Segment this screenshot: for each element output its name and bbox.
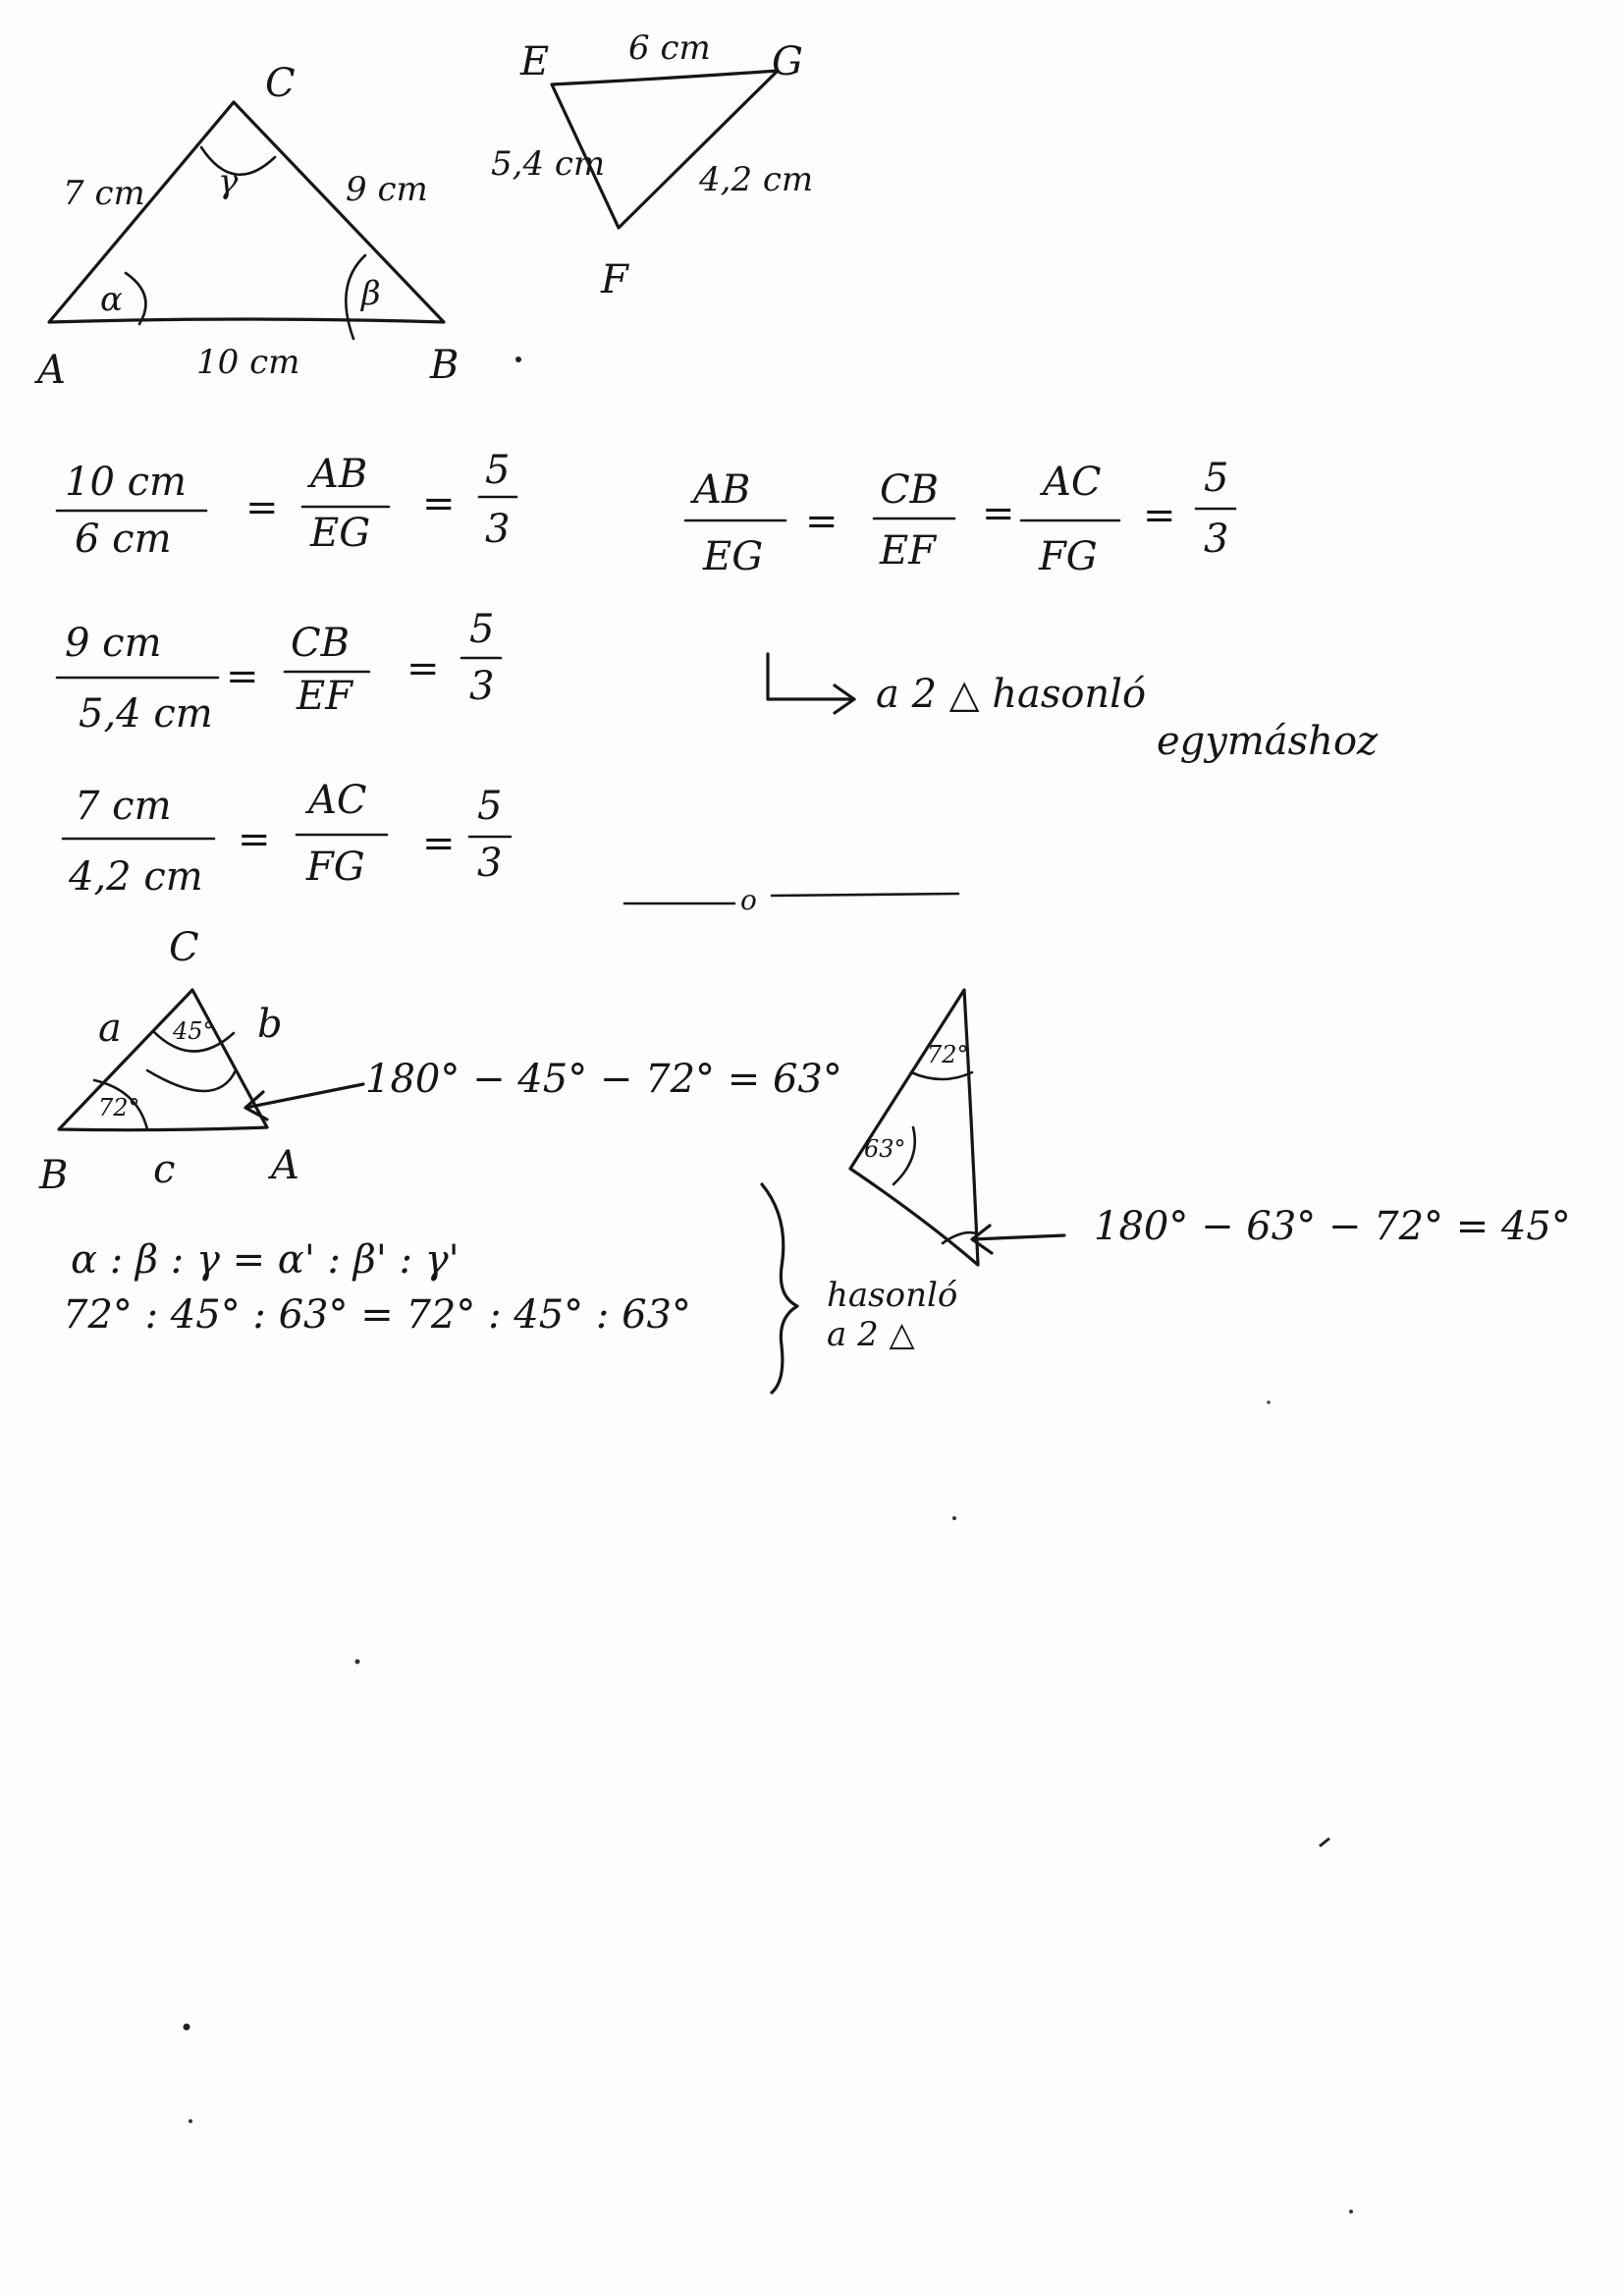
- angle-b-value: 72°: [98, 1094, 140, 1121]
- ratio-3-res-num: 5: [477, 784, 503, 829]
- side-ef-label: 5,4 cm: [491, 144, 606, 184]
- speck-2: [952, 1516, 956, 1520]
- triangle-angles-outline: [59, 990, 267, 1130]
- divider-right: [772, 894, 958, 896]
- vertex-a2-label: A: [271, 1143, 299, 1188]
- speck-7: [1349, 2210, 1353, 2214]
- triangle-right-figure: [850, 990, 1571, 1265]
- ratio-row-3: [63, 778, 511, 900]
- ratio-3-den: 4,2 cm: [69, 854, 203, 900]
- angle-c-arc: [147, 1070, 236, 1091]
- angle-gamma-arc: [201, 147, 275, 175]
- ratio-1-num: 10 cm: [65, 460, 187, 505]
- ratio-1-res-num: 5: [485, 448, 511, 493]
- calc-pointer-arrow: [245, 1084, 363, 1120]
- vertex-b-label: B: [430, 343, 460, 388]
- vertex-a-label: A: [37, 348, 66, 393]
- ratio-3-seg-num: AC: [308, 778, 367, 823]
- triangle-abc-figure: [33, 61, 459, 393]
- triangle-angles-figure: [38, 925, 842, 1198]
- angle-top-arc: [911, 1072, 972, 1079]
- ratio-row-1: [57, 448, 516, 562]
- ratio-3-eq2: =: [422, 821, 456, 866]
- similarity-conclusion: [768, 654, 1379, 764]
- scan-specks: [184, 356, 1354, 2214]
- chain-f1-den: EG: [703, 534, 764, 579]
- ratio-chain: [685, 456, 1235, 579]
- vertex-b2-label: B: [39, 1153, 69, 1198]
- ratio-1-res-den: 3: [485, 507, 511, 552]
- speck-6: [189, 2119, 192, 2123]
- ratio-2-eq2: =: [406, 646, 440, 691]
- angle-ratio-note2: a 2 △: [827, 1315, 915, 1354]
- ratio-1-seg-num: AB: [310, 452, 368, 497]
- angle-ratio-line2: 72° : 45° : 63° = 72° : 45° : 63°: [63, 1292, 691, 1338]
- chain-eq2: =: [982, 491, 1015, 536]
- chain-f3-num: AC: [1043, 460, 1102, 505]
- side-ac-label: 7 cm: [63, 174, 145, 213]
- angle-left-value: 63°: [864, 1135, 906, 1163]
- chain-res-den: 3: [1204, 517, 1229, 562]
- ratio-2-den: 5,4 cm: [79, 691, 213, 737]
- chain-res-num: 5: [1204, 456, 1229, 501]
- chain-f1-num: AB: [693, 467, 751, 513]
- vertex-e-label: E: [520, 39, 550, 84]
- angle-top-value: 72°: [927, 1041, 969, 1068]
- ratio-3-res-den: 3: [477, 841, 503, 886]
- ratio-2-eq1: =: [226, 654, 259, 699]
- divider-mark: o: [740, 884, 757, 916]
- ratio-2-res-num: 5: [469, 607, 495, 652]
- speck-3: [355, 1660, 360, 1665]
- ratio-3-eq1: =: [238, 817, 271, 862]
- side-ab-label: 10 cm: [196, 343, 300, 382]
- ratio-2-seg-num: CB: [291, 621, 350, 666]
- vertex-g-label: G: [772, 39, 803, 84]
- angle-ratio-line1: α : β : γ = α' : β' : γ': [71, 1237, 460, 1283]
- side-fg-label: 4,2 cm: [699, 160, 814, 199]
- angle-ratio-note1: hasonló: [827, 1276, 958, 1315]
- angle-ratio-brace: [762, 1184, 797, 1393]
- section-divider: [624, 884, 958, 916]
- ratio-1-den: 6 cm: [75, 517, 172, 562]
- angle-beta-label: β: [361, 274, 381, 313]
- vertex-f-label: F: [601, 257, 628, 302]
- ratio-2-num: 9 cm: [65, 621, 162, 666]
- side-b-label: b: [257, 1002, 283, 1047]
- angle-c-value: 45°: [173, 1017, 215, 1045]
- triangle-efg-figure: [491, 28, 813, 302]
- calc-right-arrow: [972, 1226, 1064, 1253]
- ratio-1-seg-den: EG: [310, 511, 371, 556]
- chain-f3-den: FG: [1039, 534, 1098, 579]
- angle-alpha-arc: [126, 273, 145, 324]
- speck-5: [184, 2024, 190, 2031]
- ratio-1-eq2: =: [422, 481, 456, 526]
- ratio-1-eq1: =: [245, 485, 279, 530]
- chain-eq1: =: [805, 499, 839, 544]
- angle-ratio-block: [63, 1184, 957, 1393]
- chain-f2-den: EF: [880, 528, 936, 574]
- side-c-label: c: [153, 1147, 176, 1192]
- ratio-row-2: [57, 607, 501, 737]
- side-a-label: a: [98, 1006, 122, 1051]
- conclusion-line1: a 2 △ hasonló: [876, 672, 1147, 717]
- speck-8: [1267, 1400, 1271, 1404]
- chain-f2-num: CB: [880, 467, 939, 513]
- angle-gamma-label: γ: [218, 162, 239, 201]
- vertex-c-label: C: [265, 61, 296, 106]
- side-eg-label: 6 cm: [628, 28, 711, 68]
- ratio-2-res-den: 3: [469, 664, 495, 709]
- side-bc-label: 9 cm: [346, 170, 428, 209]
- ratio-2-seg-den: EF: [297, 674, 352, 719]
- conclusion-line2: egymáshoz: [1157, 719, 1379, 764]
- calc-left: 180° − 45° − 72° = 63°: [365, 1057, 842, 1102]
- vertex-c2-label: C: [169, 925, 199, 970]
- calc-right: 180° − 63° − 72° = 45°: [1094, 1204, 1571, 1249]
- angle-alpha-label: α: [100, 280, 123, 319]
- ratio-3-seg-den: FG: [306, 845, 365, 890]
- speck-4: [1320, 1838, 1329, 1846]
- ratio-3-num: 7 cm: [75, 784, 172, 829]
- conclusion-arrow-shape: [768, 654, 854, 713]
- speck-1: [515, 356, 521, 362]
- chain-eq3: =: [1143, 493, 1176, 538]
